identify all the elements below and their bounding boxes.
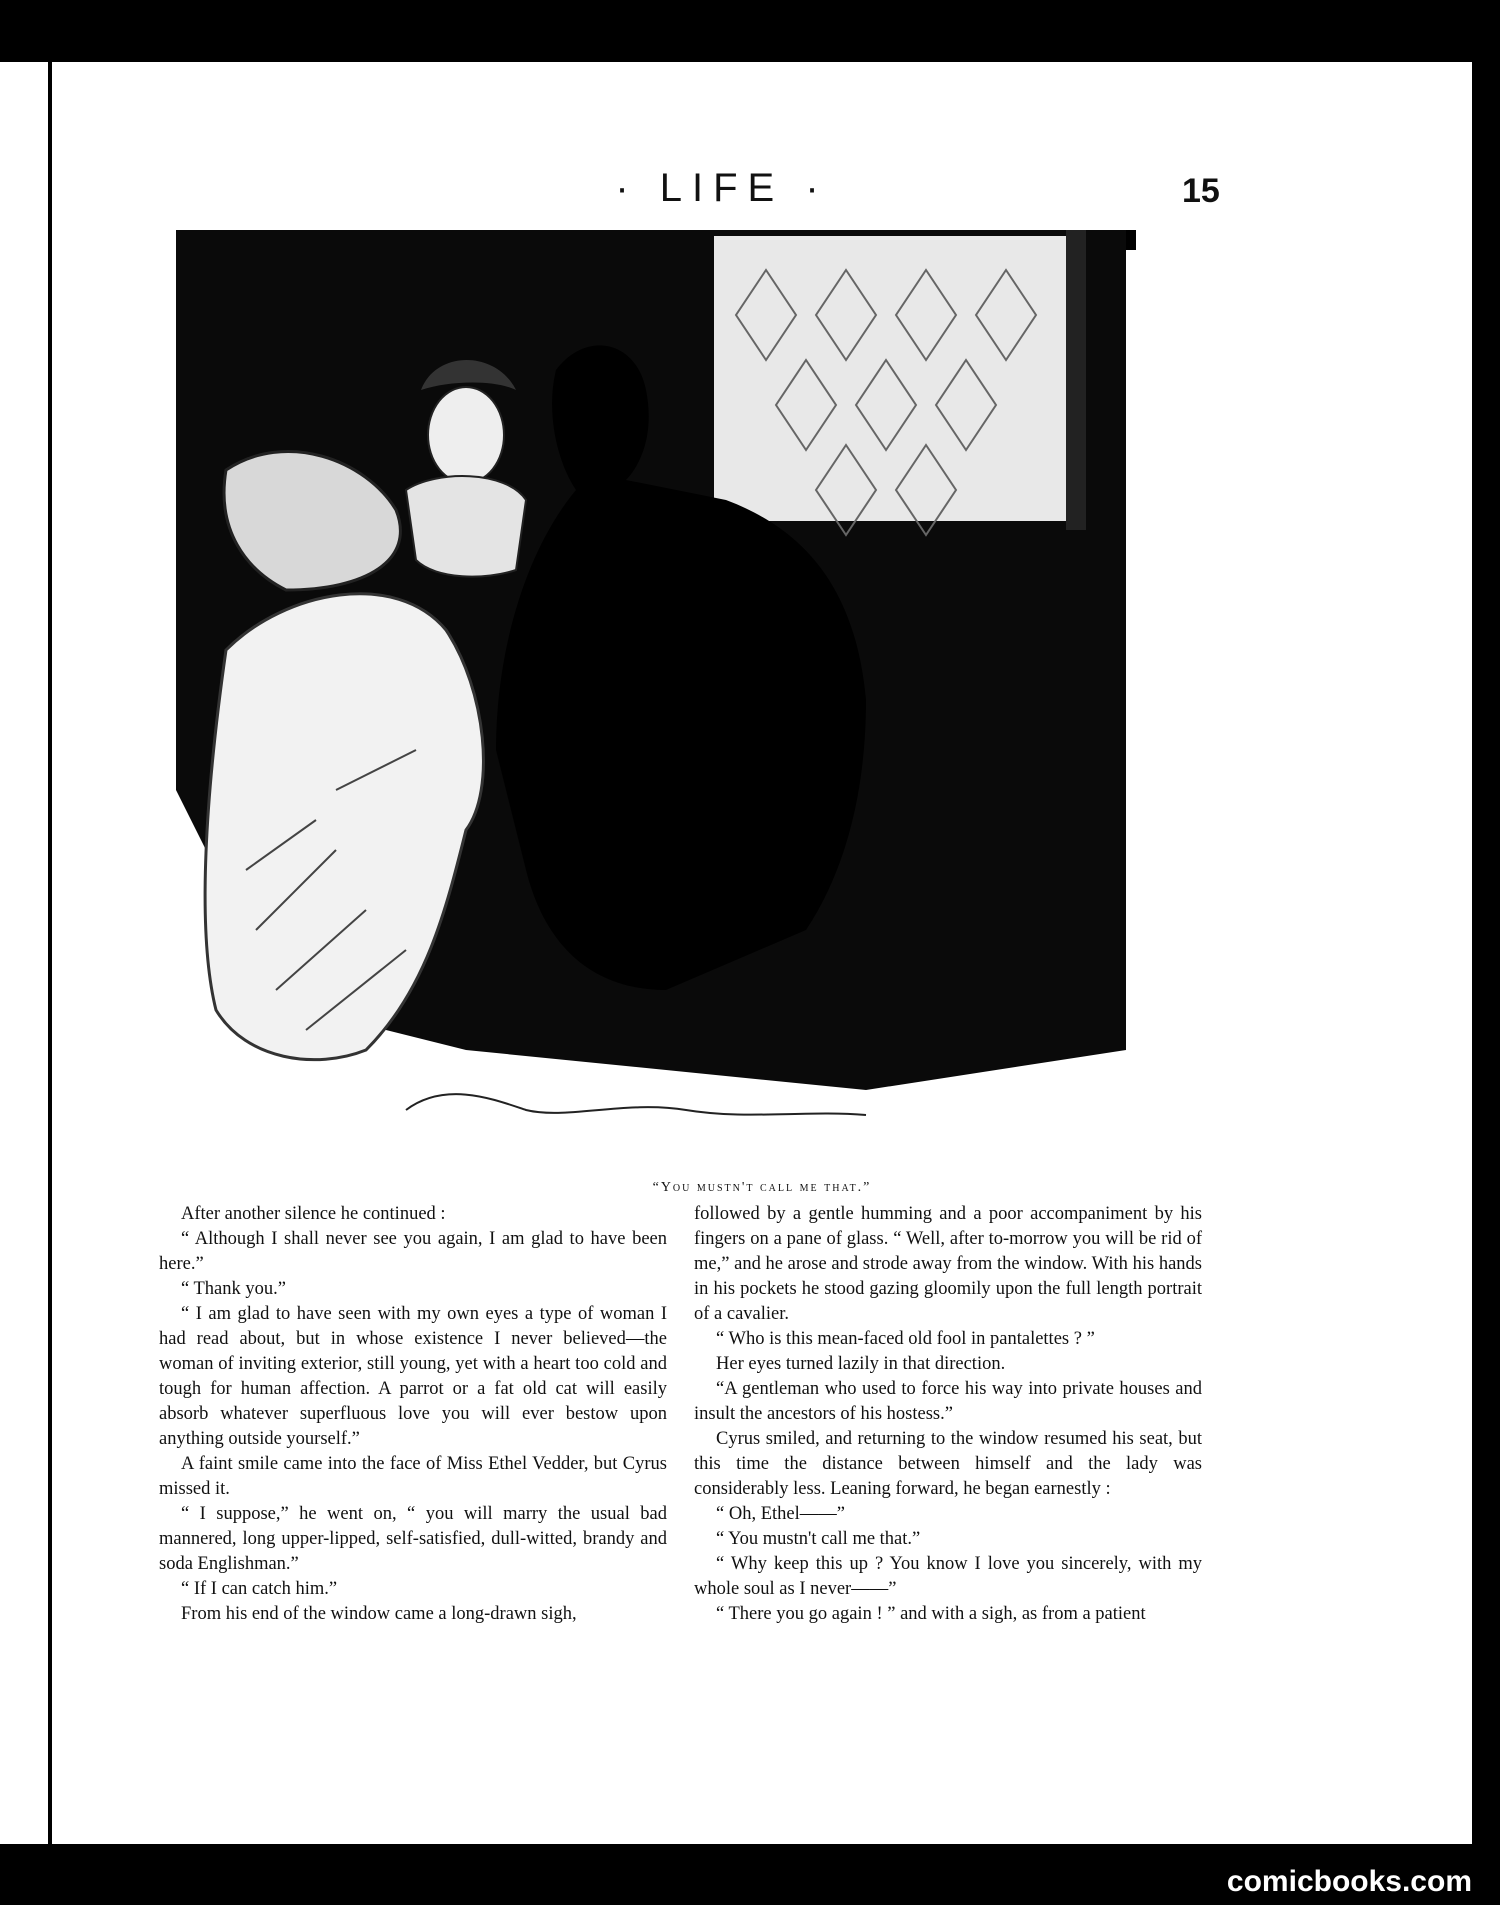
- paragraph: “ I suppose,” he went on, “ you will marry the usual bad mannered, long upper-lipped, self-satisfied, dull-witted, brandy and soda Englishman.”: [159, 1504, 667, 1574]
- watermark: comicbooks.com: [1226, 1865, 1472, 1898]
- paragraph: “ I am glad to have seen with my own eyes a type of woman I had read about, but in whose existence I never believed—the woman of inviting exterior, still young, yet with a heart too cold and tough for human affection. A parrot or a fat old cat will easily absorb whatever superfluous love you will ever bestow upon anything outside yourself.”: [159, 1304, 667, 1449]
- illustration-caption: “You mustn't call me that.”: [652, 1180, 872, 1195]
- paragraph: Her eyes turned lazily in that direction.: [716, 1354, 1006, 1374]
- paragraph: “ Thank you.”: [181, 1279, 286, 1299]
- illustration: [166, 230, 1206, 1230]
- paragraph: “ You mustn't call me that.”: [716, 1529, 921, 1549]
- paragraph: “ Who is this mean-faced old fool in pantalettes ? ”: [716, 1329, 1095, 1349]
- paragraph: A faint smile came into the face of Miss Ethel Vedder, but Cyrus missed it.: [159, 1454, 667, 1499]
- paragraph: From his end of the window came a long-drawn sigh,: [181, 1604, 577, 1624]
- left-page-edge: [0, 62, 48, 1844]
- magazine-page: [52, 62, 1472, 1844]
- paragraph: Cyrus smiled, and returning to the window resumed his seat, but this time the distance between himself and the lady was considerably less. Leaning forward, he began earnestly :: [694, 1429, 1202, 1499]
- text-column-right: [694, 1202, 1202, 1627]
- page-number: 15: [1182, 172, 1220, 210]
- paragraph: After another silence he continued :: [181, 1204, 446, 1224]
- paragraph: followed by a gentle humming and a poor accompaniment by his fingers on a pane of glass. “ Well, after to-morrow you will be rid of me,” and he arose and strode away from the window. With his hands in his pockets he stood gazing gloomily upon the full length portrait of a cavalier.: [694, 1204, 1202, 1324]
- paragraph: “ If I can catch him.”: [181, 1579, 338, 1599]
- paragraph: “ Oh, Ethel——”: [716, 1504, 845, 1524]
- paragraph: “ There you go again ! ” and with a sigh, as from a patient: [716, 1604, 1146, 1624]
- paragraph: “A gentleman who used to force his way into private houses and insult the ancestors of his hostess.”: [694, 1379, 1202, 1424]
- paragraph: “ Although I shall never see you again, I am glad to have been here.”: [159, 1229, 667, 1274]
- paragraph: “ Why keep this up ? You know I love you sincerely, with my whole soul as I never——”: [694, 1554, 1202, 1599]
- text-column-left: [159, 1202, 667, 1627]
- magazine-title: · LIFE ·: [615, 166, 829, 210]
